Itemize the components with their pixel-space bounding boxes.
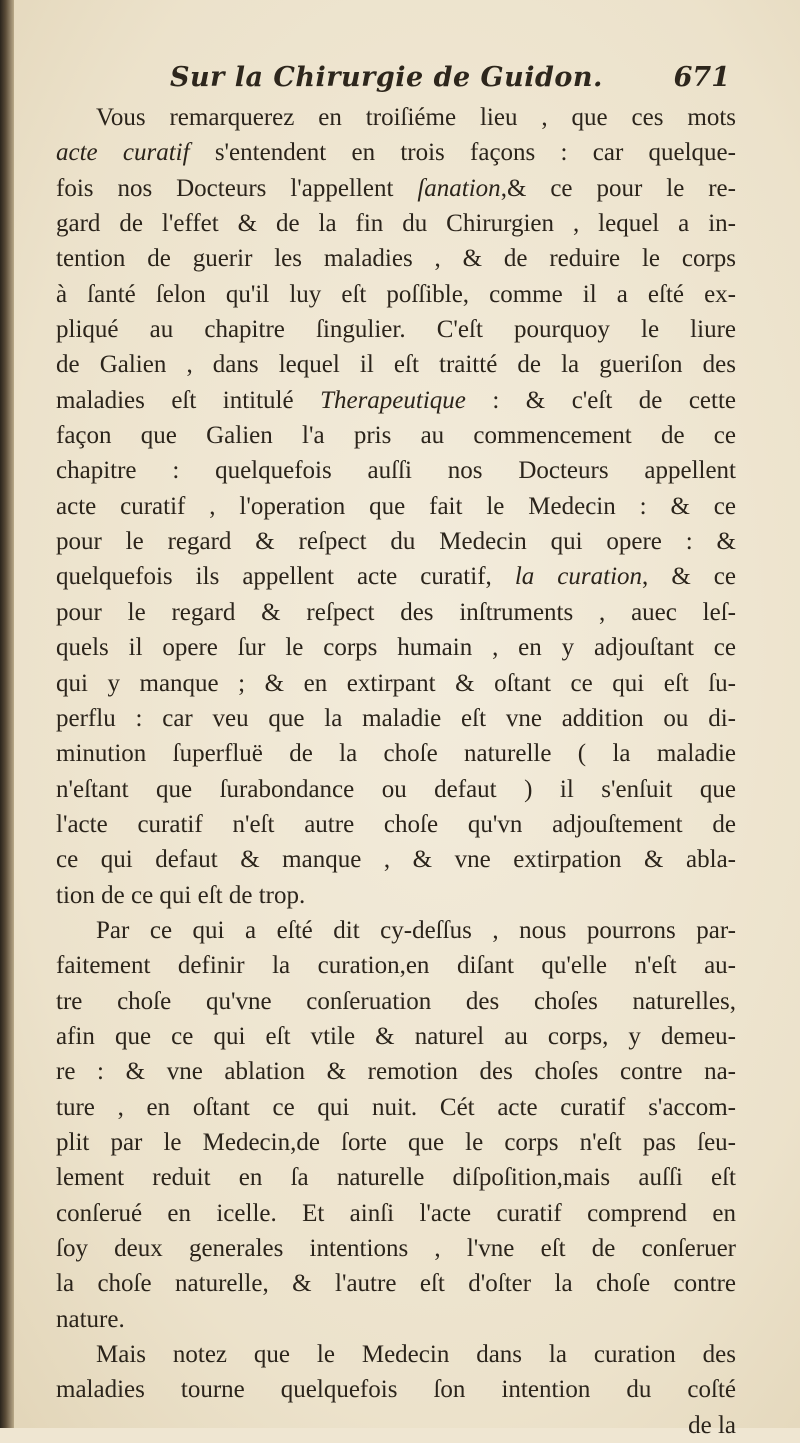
text-line [56,418,736,453]
line-text: maladies tourne quelquefois ſon intention du coſté [56,1376,736,1404]
text-line [56,1090,736,1125]
text-line [56,135,736,170]
line-text: gard de l'effet & de la fin du Chirurgien , lequel a in- [56,210,736,238]
line-text: Mais notez que le Medecin dans la curation des [96,1341,736,1369]
text-line [56,630,736,665]
text-line [56,1302,736,1337]
line-text: pliqué au chapitre ſingulier. C'eſt pourquoy le liure [56,316,736,344]
text-line [56,1231,736,1266]
text-line [56,913,736,948]
italic-term: Therapeutique [320,386,466,414]
line-text: chapitre : quelquefois auſſi nos Docteurs appellent [56,457,736,485]
line-text: de Galien , dans lequel il eſt traitté de la gueriſon des [56,351,736,379]
text-line [56,666,736,701]
line-text: : & c'eſt de cette [465,386,736,414]
line-text: façon que Galien l'a pris au commencement de ce [56,422,736,450]
line-text: plit par le Medecin,de ſorte que le corps n'eſt pas ſeu- [56,1128,736,1156]
line-text: pour le regard & reſpect du Medecin qui opere : & [56,528,736,556]
line-text: l'acte curatif n'eſt autre choſe qu'vn adjouſtement de [56,810,736,838]
text-line [56,241,736,276]
line-text: de la [688,1411,736,1439]
line-text: nature. [56,1305,125,1333]
line-text: acte curatif , l'operation que fait le Medecin : & ce [56,492,736,520]
text-line [56,1372,736,1407]
text-line [56,1019,736,1054]
text-line [56,383,736,418]
line-text: à ſanté ſelon qu'il luy eſt poſſible, comme il a eſté ex- [56,280,736,308]
text-line [56,984,736,1019]
italic-term: acte curatif [56,139,190,167]
text-line [56,736,736,771]
line-text: Vous remarquerez en troiſiéme lieu , que ces mots [96,104,736,131]
line-text: ,& ce pour le re- [500,174,736,202]
running-head-title: Sur la Chirurgie de Guidon. [170,62,603,93]
text-line [56,489,736,524]
line-text: pour le regard & reſpect des inſtruments , auec leſ- [56,598,736,626]
text-line [56,1337,736,1372]
line-text: n'eſtant que ſurabondance ou defaut ) il s'enſuit que [56,775,736,803]
catchword-line [56,1408,736,1443]
text-line [56,772,736,807]
line-text: minution ſuperfluë de la choſe naturelle ( la maladie [56,740,736,768]
body-text [56,100,736,1443]
line-text: lement reduit en ſa naturelle diſpoſition,mais auſſi eſt [56,1164,736,1192]
text-line [56,878,736,913]
line-text: quels il opere ſur le corps humain , en y adjouſtant ce [56,634,736,662]
text-line [56,595,736,630]
text-line [56,100,736,135]
text-line [56,347,736,382]
page-number: 671 [673,62,730,93]
italic-term: la curation [514,563,643,591]
line-text: afin que ce qui eſt vtile & naturel au corps, y demeu- [56,1022,736,1050]
binding-edge [0,0,14,1428]
text-line [56,1266,736,1301]
text-line [56,206,736,241]
line-text: la choſe naturelle, & l'autre eſt d'oſter la choſe contre [56,1270,736,1298]
text-line [56,807,736,842]
line-text: Par ce qui a eſté dit cy-deſſus , nous pourrons par- [96,916,736,944]
line-text: , & ce [642,563,736,591]
text-line [56,1054,736,1089]
text-line [56,277,736,312]
line-text: conſerué en icelle. Et ainſi l'acte curatif comprend en [56,1199,736,1227]
line-text: fois nos Docteurs l'appellent [56,174,418,202]
text-line [56,842,736,877]
text-line [56,559,736,594]
line-text: perflu : car veu que la maladie eſt vne addition ou di- [56,704,736,732]
line-text: tention de guerir les maladies , & de reduire le corps [56,245,736,273]
line-text: qui y manque ; & en extirpant & oſtant ce qui eſt ſu- [56,669,736,697]
text-line [56,171,736,206]
line-text: ſoy deux generales intentions , l'vne eſt de conſeruer [56,1235,736,1262]
line-text: faitement definir la curation,en diſant qu'elle n'eſt au- [56,952,736,980]
text-line [56,1196,736,1231]
line-text: ture , en oſtant ce qui nuit. Cét acte curatif s'accom- [56,1093,736,1121]
text-line [56,453,736,488]
italic-term: ſanation [417,174,501,202]
text-line [56,524,736,559]
line-text: quelquefois ils appellent acte curatif, [56,563,515,591]
line-text: re : & vne ablation & remotion des choſes contre na- [56,1058,736,1086]
text-line [56,701,736,736]
line-text: s'entendent en trois façons : car quelque- [189,139,736,167]
text-line [56,312,736,347]
line-text: ce qui defaut & manque , & vne extirpation & abla- [56,846,736,874]
line-text: maladies eſt intitulé [56,386,321,414]
text-line [56,948,736,983]
line-text: tre choſe qu'vne conſeruation des choſes naturelles, [56,987,736,1015]
text-line [56,1125,736,1160]
text-line [56,1160,736,1195]
line-text: tion de ce qui eſt de trop. [56,881,306,909]
